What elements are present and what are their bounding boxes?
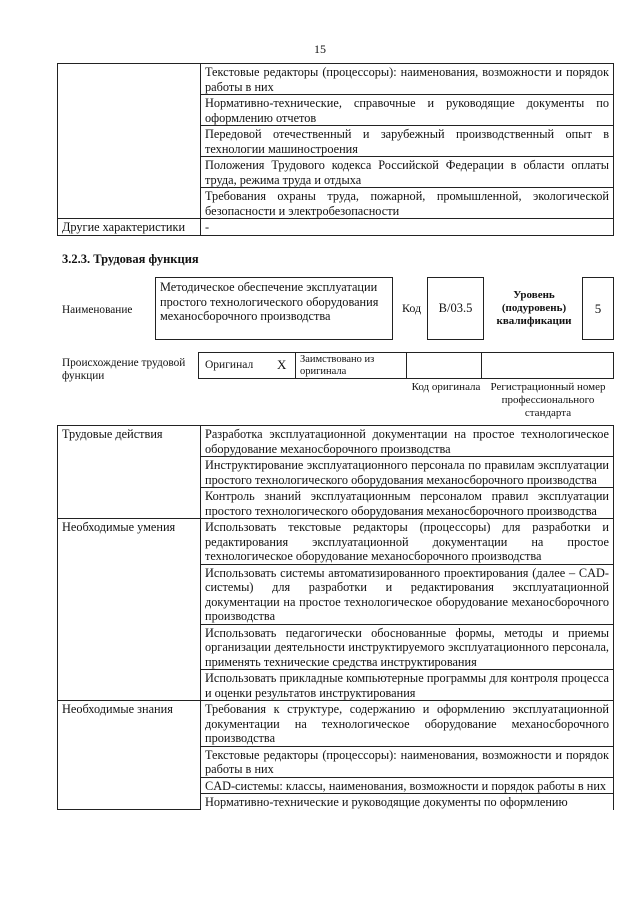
page-number: 15: [314, 42, 326, 56]
level-value: 5: [582, 277, 614, 340]
code-original-caption: Код оригинала: [411, 381, 481, 393]
table-row: [58, 219, 614, 236]
empty-label-cell: [58, 64, 201, 219]
knowledge-item: Нормативно-технические, справочные и руководящие документы по оформлению отчетов: [201, 95, 614, 126]
origin-label: Происхождение трудовой функции: [62, 357, 186, 382]
labor-action-item: Контроль знаний эксплуатационным персоналом правил эксплуатации простого технологического оборудования механосборочного производства: [201, 488, 614, 519]
labor-action-item: Инструктирование эксплуатационного персонала по правилам эксплуатации простого технологического оборудования механосборочного производства: [201, 457, 614, 488]
knowledge-label: Необходимые знания: [58, 701, 201, 810]
knowledge-item: Передовой отечественный и зарубежный производственный опыт в технологии машиностроения: [201, 126, 614, 157]
table-row: [58, 701, 614, 747]
knowledge-item: Текстовые редакторы (процессоры): наименования, возможности и порядок работы в них: [201, 746, 614, 777]
knowledge-item: Требования к структуре, содержанию и оформлению эксплуатационной документации на технологическое оборудование механосборочного производства: [201, 701, 614, 747]
knowledge-item: Требования охраны труда, пожарной, промышленной, экологической безопасности и электробезопасности: [201, 188, 614, 219]
reg-number-cell: [481, 352, 614, 379]
skill-item: Использовать прикладные компьютерные программы для контроля процесса и оценки результатов инструктирования: [201, 670, 614, 701]
labor-actions-label: Трудовые действия: [58, 426, 201, 519]
continuation-table: [57, 63, 614, 236]
code-value: B/03.5: [427, 277, 484, 340]
name-label: Наименование: [62, 304, 133, 316]
table-row: [58, 519, 614, 565]
original-label: Оригинал: [205, 359, 254, 371]
skills-label: Необходимые умения: [58, 519, 201, 701]
level-label: Уровень (подуровень) квалификации: [496, 289, 572, 327]
section-title: 3.2.3. Трудовая функция: [62, 252, 199, 266]
table-row: [58, 426, 614, 457]
other-characteristics-value: -: [201, 219, 614, 236]
borrowed-label: Заимствовано из оригинала: [300, 354, 375, 377]
original-cell: [198, 352, 296, 379]
knowledge-item: Положения Трудового кодекса Российской Федерации в области оплаты труда, режима труда и отдыха: [201, 157, 614, 188]
borrowed-cell: [295, 352, 407, 379]
other-characteristics-label: Другие характеристики: [58, 219, 201, 236]
original-mark: X: [277, 357, 287, 372]
skill-item: Использовать педагогически обоснованные формы, методы и приемы организации деятельности инструктируемого эксплуатационного персонала, применять технические средства инструктирования: [201, 624, 614, 670]
labor-action-item: Разработка эксплуатационной документации на простое технологическое оборудование механосборочного производства: [201, 426, 614, 457]
name-value: Методическое обеспечение эксплуатации простого технологического оборудования механосборочного производства: [155, 277, 393, 340]
table-row: [58, 64, 614, 95]
knowledge-item: Нормативно-технические и руководящие документы по оформлению: [201, 794, 614, 810]
knowledge-item: CAD-системы: классы, наименования, возможности и порядок работы в них: [201, 777, 614, 794]
code-original-cell: [406, 352, 482, 379]
skill-item: Использовать текстовые редакторы (процессоры) для разработки и редактирования эксплуатационной документации на простое технологическое оборудование механосборочного производства: [201, 519, 614, 565]
reg-number-caption: Регистрационный номер профессионального стандарта: [490, 381, 606, 419]
labor-function-table: [57, 425, 614, 810]
skill-item: Использовать системы автоматизированного проектирования (далее – CAD-системы) для разработки и редактирования эксплуатационной документации на простое технологическое оборудование механосборочного производства: [201, 564, 614, 624]
knowledge-item: Текстовые редакторы (процессоры): наименования, возможности и порядок работы в них: [201, 64, 614, 95]
code-label: Код: [402, 301, 422, 315]
